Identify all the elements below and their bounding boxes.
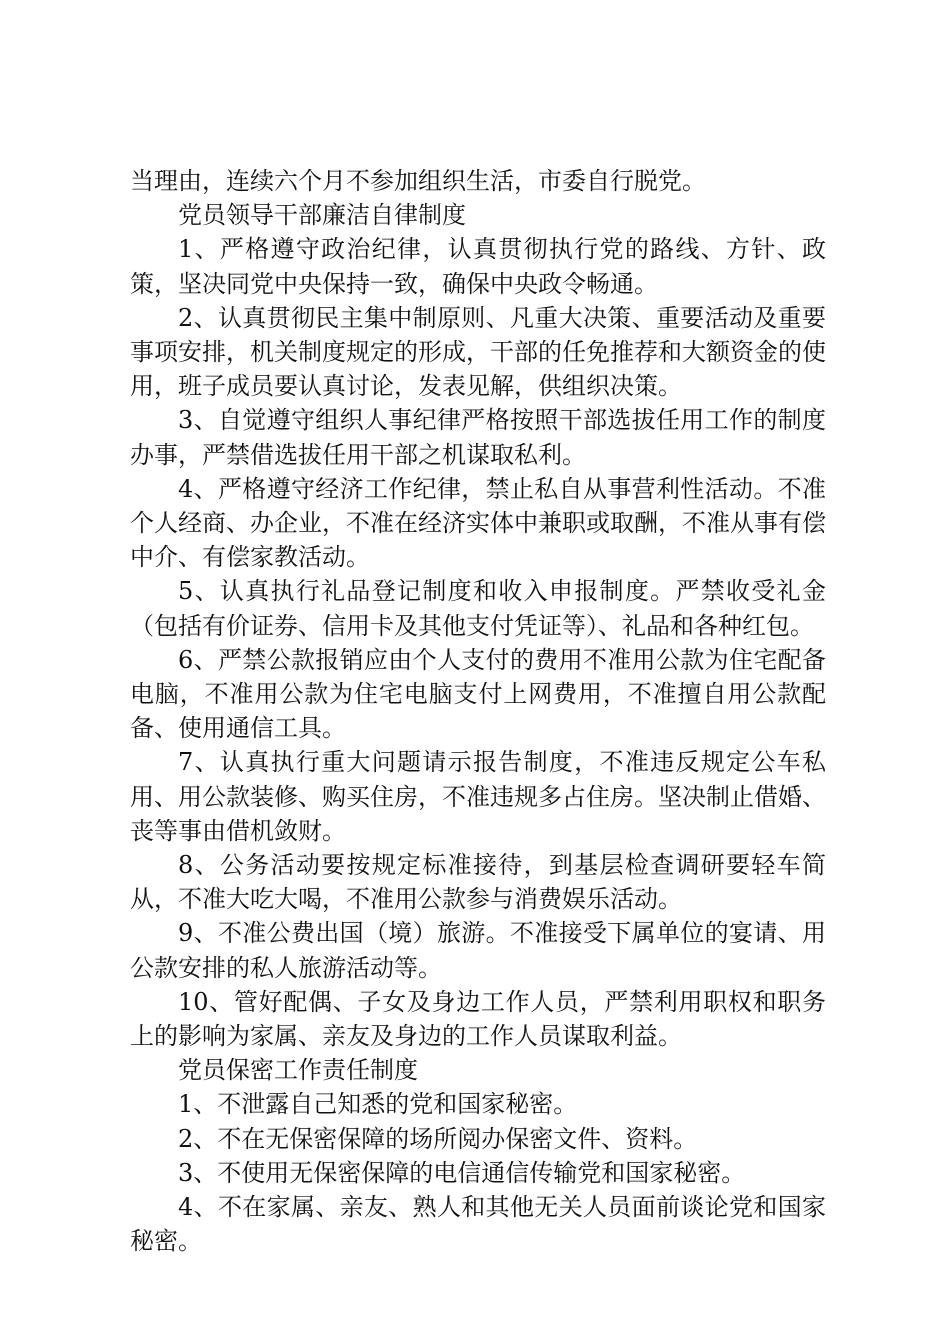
integrity-rule-2: 2、认真贯彻民主集中制原则、凡重大决策、重要活动及重要事项安排，机关制度规定的形成，干部的任免推荐和大额资金的使用，班子成员要认真讨论，发表见解，供组织决策。 [130, 303, 826, 401]
integrity-rule-8: 8、公务活动要按规定标准接待，到基层检查调研要轻车简从，不准大吃大喝，不准用公款参与消费娱乐活动。 [130, 851, 826, 914]
confidentiality-rule-2: 2、不在无保密保障的场所阅办保密文件、资料。 [178, 1124, 698, 1153]
confidentiality-rule-3: 3、不使用无保密保障的电信通信传输党和国家秘密。 [178, 1158, 746, 1187]
integrity-rule-7: 7、认真执行重大问题请示报告制度，不准违反规定公车私用、用公款装修、购买住房，不准违规多占住房。坚决制止借婚、丧等事由借机敛财。 [130, 748, 826, 845]
confidentiality-rule-4: 4、不在家属、亲友、熟人和其他无关人员面前谈论党和国家秘密。 [130, 1193, 826, 1256]
integrity-rule-1: 1、严格遵守政治纪律，认真贯彻执行党的路线、方针、政策，坚决同党中央保持一致，确保中央政令畅通。 [130, 235, 826, 298]
section-heading-integrity: 党员领导干部廉洁自律制度 [178, 201, 466, 230]
confidentiality-rule-1: 1、不泄露自己知悉的党和国家秘密。 [178, 1090, 578, 1119]
integrity-rule-4: 4、严格遵守经济工作纪律，禁止私自从事营利性活动。不准个人经商、办企业，不准在经济实体中兼职或取酬，不准从事有偿中介、有偿家教活动。 [130, 474, 826, 572]
integrity-rule-3: 3、自觉遵守组织人事纪律严格按照干部选拔任用工作的制度办事，严禁借选拔任用干部之机谋取私利。 [130, 406, 826, 469]
integrity-rule-6: 6、严禁公款报销应由个人支付的费用不准用公款为住宅配备电脑，不准用公款为住宅电脑支付上网费用，不准擅自用公款配备、使用通信工具。 [130, 645, 826, 743]
integrity-rule-5: 5、认真执行礼品登记制度和收入申报制度。严禁收受礼金（包括有价证券、信用卡及其他支付凭证等）、礼品和各种红包。 [130, 577, 826, 640]
document-page [130, 164, 826, 1259]
paragraph-continuation: 当理由，连续六个月不参加组织生活，市委自行脱党。 [130, 167, 706, 195]
integrity-rule-10: 10、管好配偶、子女及身边工作人员，严禁利用职权和职务上的影响为家属、亲友及身边的工作人员谋取利益。 [130, 987, 826, 1051]
section-heading-confidentiality: 党员保密工作责任制度 [178, 1056, 418, 1085]
integrity-rule-9: 9、不准公费出国（境）旅游。不准接受下属单位的宴请、用公款安排的私人旅游活动等。 [130, 919, 826, 982]
